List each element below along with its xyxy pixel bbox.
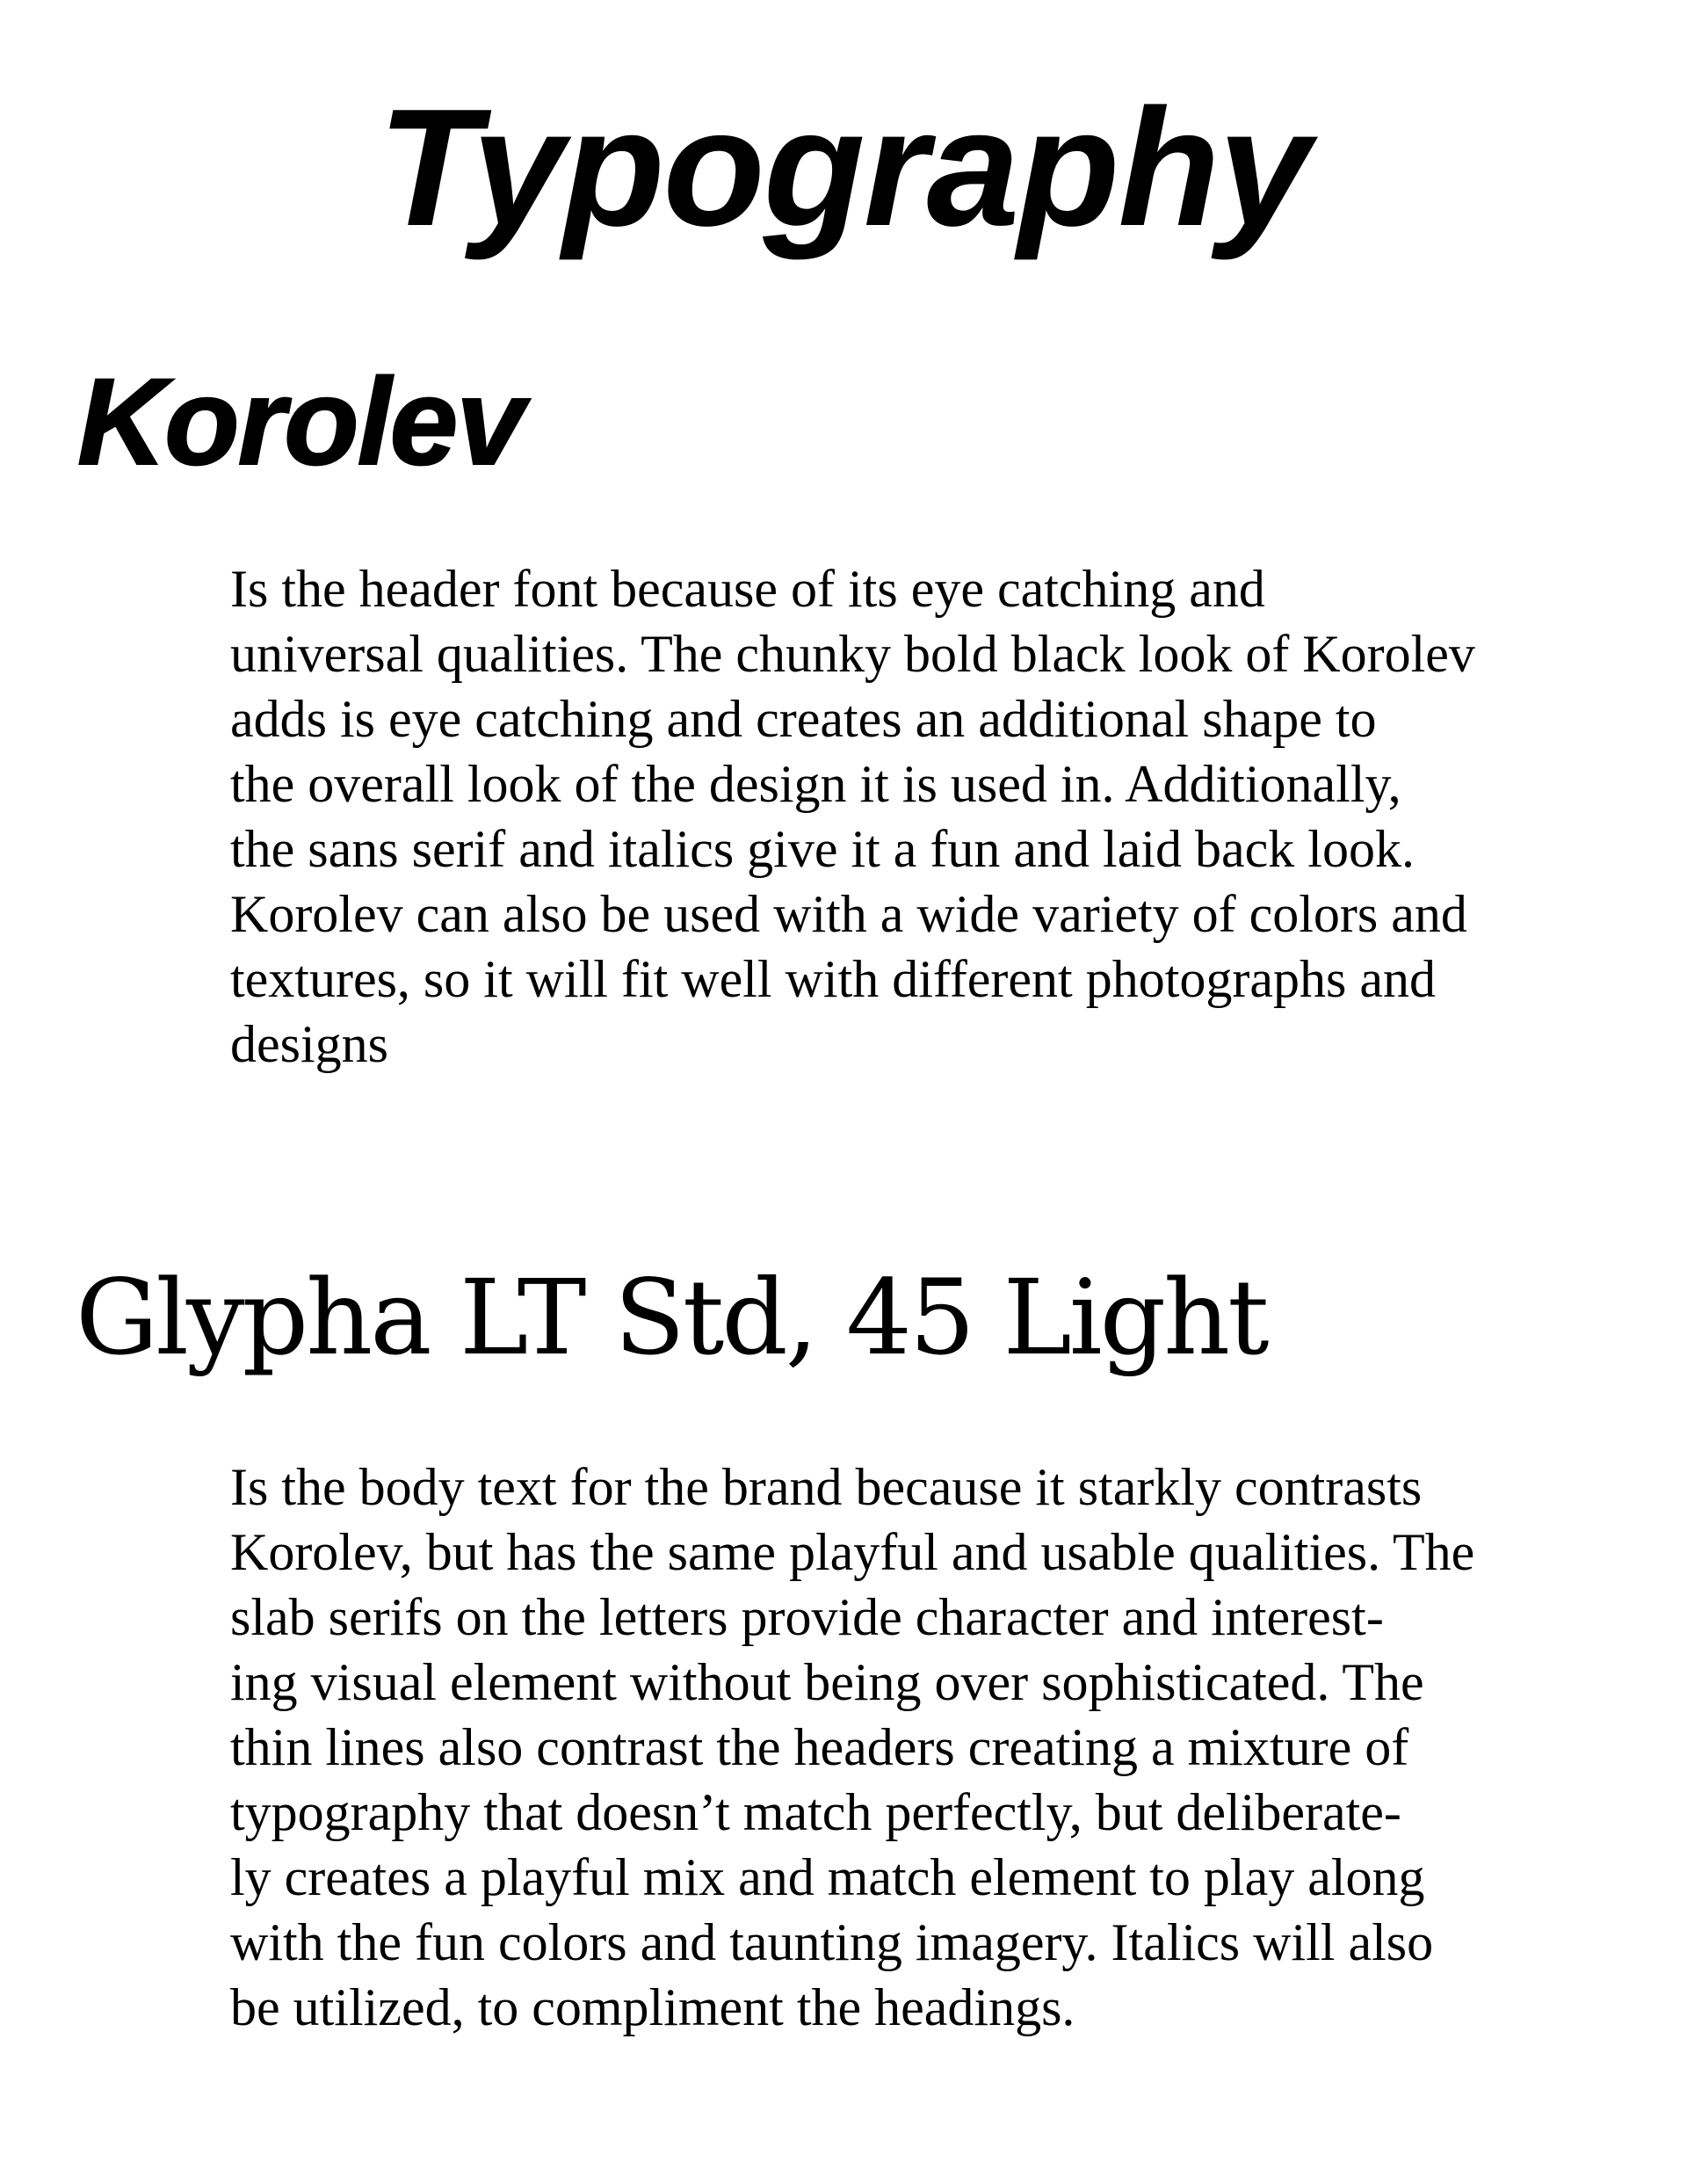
paragraph-line: thin lines also contrast the headers creating a mixture of bbox=[230, 1718, 1409, 1776]
paragraph-line: ing visual element without being over sophisticated. The bbox=[230, 1653, 1424, 1711]
paragraph-line: Is the body text for the brand because it starkly contrasts bbox=[230, 1458, 1423, 1516]
paragraph-line: the overall look of the design it is used in. Additionally, bbox=[230, 755, 1401, 813]
paragraph-line: typography that doesn’t match perfectly, but deliberate- bbox=[230, 1783, 1401, 1841]
paragraph-line: be utilized, to compliment the headings. bbox=[230, 1978, 1075, 2036]
paragraph-line: Korolev can also be used with a wide variety of colors and bbox=[230, 885, 1467, 943]
paragraph-line: textures, so it will fit well with different photographs and bbox=[230, 950, 1436, 1008]
paragraph-line: the sans serif and italics give it a fun and laid back look. bbox=[230, 820, 1415, 878]
paragraph-line: with the fun colors and taunting imagery. Italics will also bbox=[230, 1913, 1434, 1971]
paragraph-line: Korolev, but has the same playful and usable qualities. The bbox=[230, 1523, 1475, 1581]
glypha-heading: Glypha LT Std, 45 Light bbox=[76, 1257, 1267, 1378]
paragraph-line: slab serifs on the letters provide character and interest- bbox=[230, 1588, 1384, 1646]
korolev-description bbox=[230, 556, 1618, 1077]
korolev-heading: Korolev bbox=[77, 352, 524, 490]
paragraph-line: adds is eye catching and creates an additional shape to bbox=[230, 690, 1377, 748]
glypha-description bbox=[230, 1455, 1618, 2040]
paragraph-line: designs bbox=[230, 1015, 388, 1073]
paragraph-line: ly creates a playful mix and match element to play along bbox=[230, 1848, 1425, 1906]
page-title: Typography bbox=[377, 75, 1310, 261]
paragraph-line: universal qualities. The chunky bold black look of Korolev bbox=[230, 625, 1475, 683]
paragraph-line: Is the header font because of its eye catching and bbox=[230, 560, 1265, 618]
